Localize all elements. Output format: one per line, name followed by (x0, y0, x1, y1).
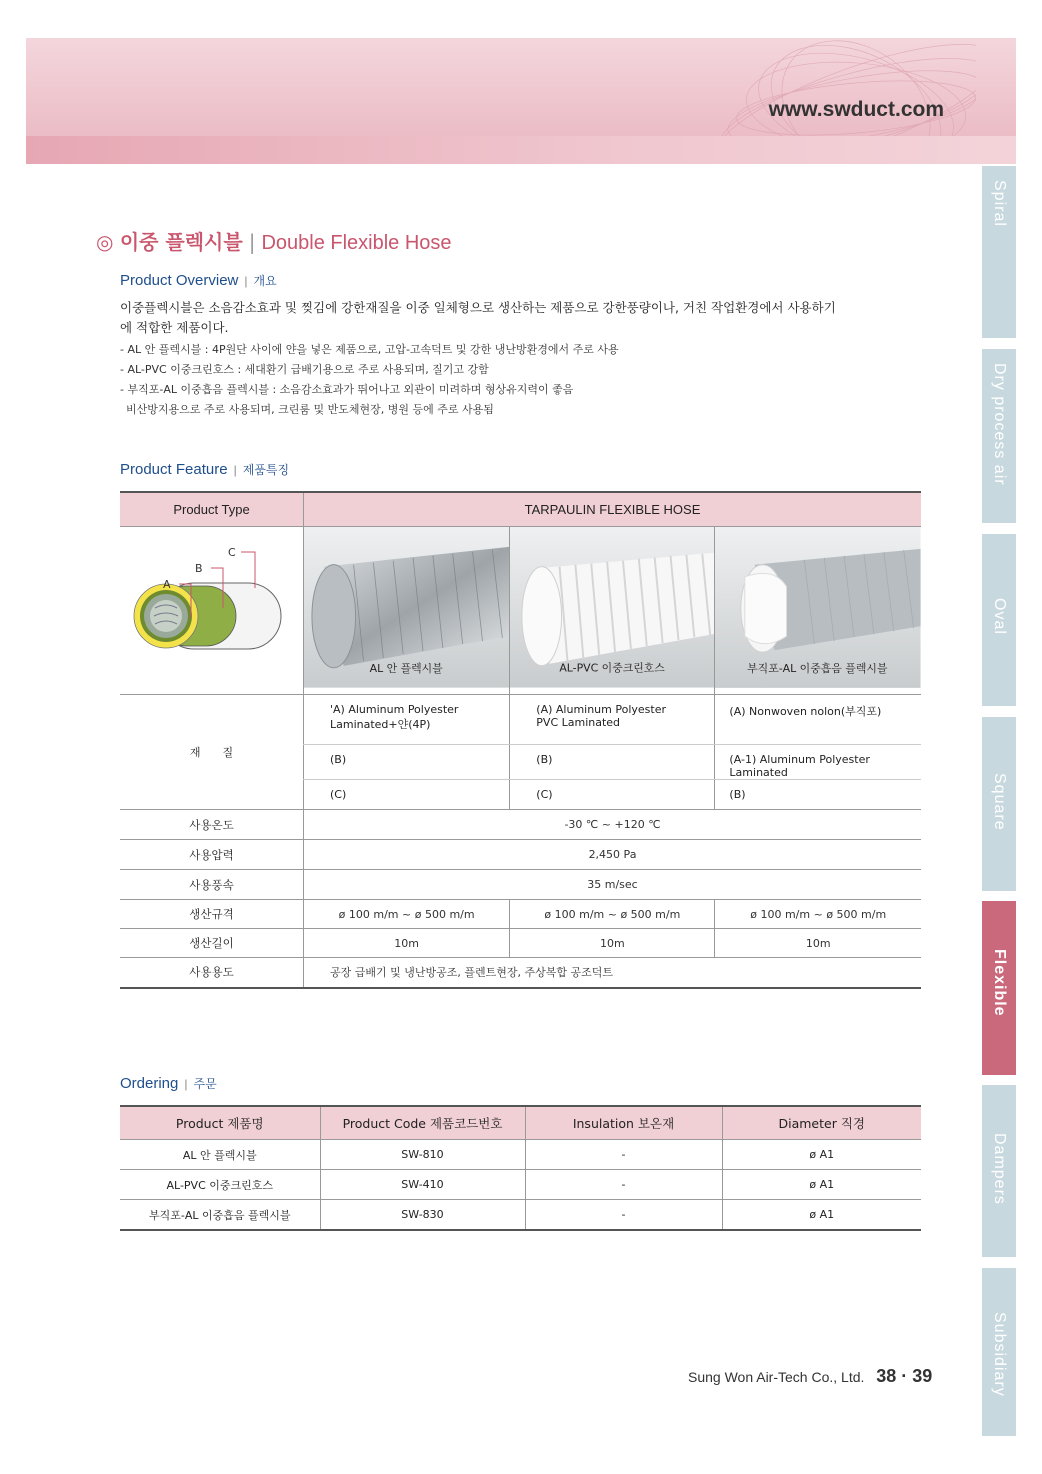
side-tab-flexible[interactable]: Flexible (982, 901, 1016, 1075)
spec-row-value: 2,450 Pa (304, 840, 922, 870)
feature-table (120, 491, 921, 989)
order-cell: SW-410 (320, 1170, 525, 1200)
label-b: B (195, 562, 203, 575)
order-cell: AL 안 플렉시블 (120, 1140, 320, 1170)
al-flexible-photo (304, 527, 509, 688)
usage-value: 공장 급배기 및 냉난방공조, 플렌트현장, 주상복합 공조덕트 (304, 958, 922, 988)
material-cell: (A) Nonwoven nolon(부직포) (715, 695, 921, 745)
spec-row-value: -30 ℃ ~ +120 ℃ (304, 810, 922, 840)
spec-cell: ø 100 m/m ~ ø 500 m/m (304, 900, 510, 929)
material-label: 재 질 (120, 695, 304, 810)
spec-row-value: 35 m/sec (304, 870, 922, 900)
order-header: Product 제품명 (120, 1106, 320, 1140)
label-c: C (228, 546, 236, 559)
side-tab-subsidiary[interactable]: Subsidiary (982, 1268, 1016, 1436)
hose-layer-diagram (121, 528, 302, 690)
spec-row-label: 사용온도 (120, 810, 304, 840)
length-cell: 10m (304, 929, 510, 958)
order-cell: - (525, 1170, 722, 1200)
page-title (96, 226, 452, 255)
spec-row-label: 생산규격 (120, 900, 304, 929)
material-cell: (C) (304, 780, 510, 810)
overview-heading: Product Overview | 개요 (120, 272, 277, 289)
side-tab-dampers[interactable]: Dampers (982, 1085, 1016, 1257)
order-cell: - (525, 1200, 722, 1231)
product-type-header: Product Type (120, 492, 304, 527)
page-numbers: 38 · 39 (876, 1366, 933, 1386)
material-cell: (A) Aluminum Polyester PVC Laminated (510, 695, 715, 745)
ordering-table (120, 1105, 921, 1231)
spec-cell: ø 100 m/m ~ ø 500 m/m (510, 900, 715, 929)
material-cell: (B) (510, 745, 715, 780)
material-cell: (B) (304, 745, 510, 780)
product-photo-cell (304, 527, 510, 695)
website-url[interactable]: www.swduct.com (768, 98, 944, 121)
spec-row-label: 사용용도 (120, 958, 304, 988)
title-separator: | (248, 230, 256, 254)
spec-row-label: 생산길이 (120, 929, 304, 958)
order-cell: 부직포-AL 이중흡음 플렉시블 (120, 1200, 320, 1231)
order-header: Product Code 제품코드번호 (320, 1106, 525, 1140)
spec-cell: ø 100 m/m ~ ø 500 m/m (715, 900, 921, 929)
feature-heading: Product Feature | 제품특징 (120, 461, 290, 478)
spec-row-label: 사용풍속 (120, 870, 304, 900)
banner-stripe (26, 136, 1016, 164)
ordering-heading: Ordering | 주문 (120, 1075, 217, 1092)
order-cell: AL-PVC 이중크린호스 (120, 1170, 320, 1200)
material-cell: (A-1) Aluminum Polyester Laminated (715, 745, 921, 780)
product-name-al: AL 안 플렉시블 (369, 661, 443, 675)
material-cell: 'A) Aluminum Polyester Laminated+얀(4P) (304, 695, 510, 745)
table-row (120, 1170, 921, 1200)
product-photo-cell (715, 527, 921, 695)
product-name-nonwoven: 부직포-AL 이중흡음 플렉시블 (747, 661, 888, 675)
order-cell: - (525, 1140, 722, 1170)
material-cell: (B) (715, 780, 921, 810)
table-row (120, 1140, 921, 1170)
overview-bullets (120, 340, 880, 420)
al-pvc-hose-photo (510, 527, 714, 688)
side-tab-dry-process-air[interactable]: Dry process air (982, 349, 1016, 523)
order-cell: ø A1 (722, 1200, 921, 1231)
label-a: A (163, 578, 171, 591)
side-tab-square[interactable]: Square (982, 717, 1016, 891)
material-cell: (C) (510, 780, 715, 810)
order-cell: SW-830 (320, 1200, 525, 1231)
order-header: Insulation 보온재 (525, 1106, 722, 1140)
title-english: Double Flexible Hose (261, 232, 452, 254)
company-name: Sung Won Air-Tech Co., Ltd. (688, 1369, 865, 1385)
order-cell: ø A1 (722, 1140, 921, 1170)
bullet-item: 비산방지용으로 주로 사용되며, 크린룸 및 반도체현장, 병원 등에 주로 사용됨 (126, 403, 494, 416)
title-symbol: ◎ (96, 230, 114, 254)
overview-text: 이중플렉시블은 소음감소효과 및 찢김에 강한재질을 이중 일체형으로 생산하는 제품으로 강한풍량이나, 거친 작업환경에서 사용하기에 적합한 제품이다. (120, 300, 836, 335)
table-row (120, 1200, 921, 1231)
order-cell: SW-810 (320, 1140, 525, 1170)
nonwoven-al-photo (715, 527, 921, 688)
order-header: Diameter 직경 (722, 1106, 921, 1140)
side-tab-spiral[interactable]: Spiral (982, 166, 1016, 338)
bullet-item: - AL-PVC 이중크린호스 : 세대환기 급배기용으로 주로 사용되며, 질기고 강함 (120, 363, 489, 376)
order-cell: ø A1 (722, 1170, 921, 1200)
bullet-item: - 부직포-AL 이중흡음 플렉시블 : 소음감소효과가 뛰어나고 외관이 미려하며 형상유지력이 좋음 (120, 383, 574, 396)
length-cell: 10m (510, 929, 715, 958)
tarpaulin-header: TARPAULIN FLEXIBLE HOSE (304, 492, 922, 527)
footer (688, 1366, 932, 1387)
product-name-al-pvc: AL-PVC 이중크린호스 (559, 661, 666, 675)
product-photo-cell (510, 527, 715, 695)
title-korean: 이중 플렉시블 (119, 230, 243, 254)
side-tab-oval[interactable]: Oval (982, 534, 1016, 706)
bullet-item: - AL 안 플렉시블 : 4P원단 사이에 얀을 넣은 제품으로, 고압-고속덕트 및 강한 냉난방환경에서 주로 사용 (120, 343, 619, 356)
spec-row-label: 사용압력 (120, 840, 304, 870)
hose-diagram-cell (120, 527, 304, 695)
length-cell: 10m (715, 929, 921, 958)
